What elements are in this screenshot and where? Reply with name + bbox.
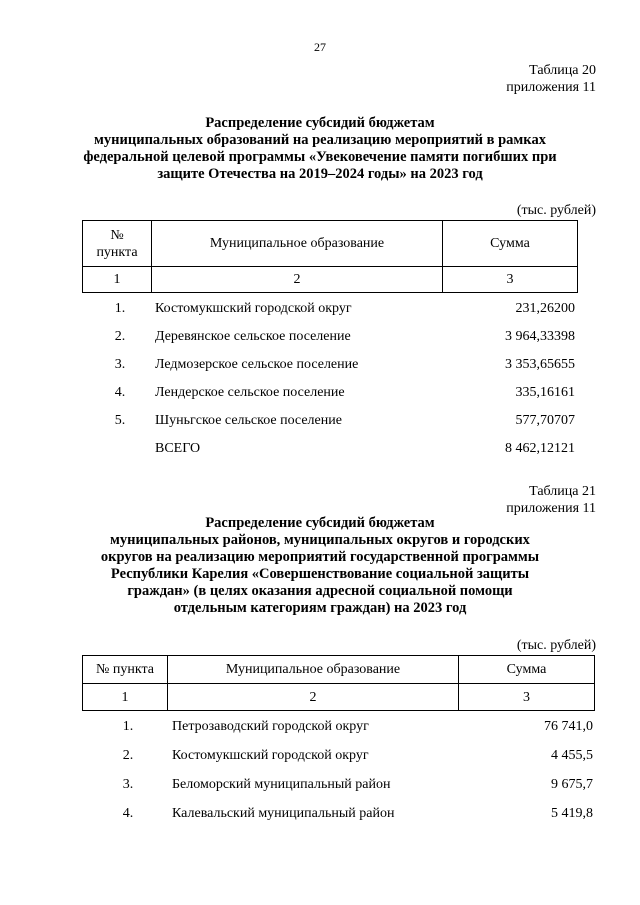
row-number: 2. [122,748,134,763]
table-total-row [0,441,640,461]
table21-title-line: граждан» (в целях оказания адресной социальной помощи [127,583,513,599]
table-row [0,357,640,377]
row-number: 4. [114,385,126,400]
table21-units: (тыс. рублей) [516,638,596,653]
row-sum: 3 353,65655 [505,357,575,372]
row-sum: 231,26200 [515,301,575,316]
table20-colindex-3: 3 [443,267,578,293]
table21-colindex-3: 3 [459,684,595,711]
table20-units: (тыс. рублей) [516,203,596,218]
table-row [0,748,640,768]
row-name: Костомукшский городской округ [155,301,352,316]
row-name: Петрозаводский городской округ [172,719,369,734]
table20-title-line: защите Отечества на 2019–2024 годы» на 2023 год [157,166,483,182]
row-sum: 4 455,5 [551,748,593,763]
row-number: 2. [114,329,126,344]
table20-label [506,62,596,96]
table20-header-name: Муниципальное образование [152,221,443,267]
row-sum: 5 419,8 [551,806,593,821]
table21-colindex-2: 2 [168,684,459,711]
row-sum: 3 964,33398 [505,329,575,344]
table21-title-line: Республики Карелия «Совершенствование социальной защиты [110,566,530,582]
table21-title-line: Распределение субсидий бюджетам [205,515,435,531]
table-row [0,806,640,826]
table20-label-number: Таблица 20 [529,63,596,78]
table21-title-line: округов на реализацию мероприятий государственной программы [100,549,540,565]
row-number: 4. [122,806,134,821]
table21-title-line: отдельным категориям граждан) на 2023 год [173,600,467,616]
row-number: 3. [122,777,134,792]
row-sum: 335,16161 [515,385,575,400]
table-row [0,413,640,433]
table-row [0,719,640,739]
row-name: Деревянское сельское поселение [155,329,351,344]
table21-label-appendix: приложения 11 [506,501,596,516]
row-name: Костомукшский городской округ [172,748,369,763]
table20-title-line: муниципальных образований на реализацию мероприятий в рамках [94,132,546,148]
row-sum: 577,70707 [515,413,575,428]
row-name: Калевальский муниципальный район [172,806,395,821]
table-row [0,301,640,321]
table20-header-num: № пункта [83,221,152,267]
row-number: 1. [114,301,126,316]
row-name: Беломорский муниципальный район [172,777,391,792]
table21-label-number: Таблица 21 [529,484,596,499]
table21-header-sum: Сумма [459,656,595,684]
table-row [0,329,640,349]
row-name: Ледмозерское сельское поселение [155,357,359,372]
table20-header-sum: Сумма [443,221,578,267]
total-label: ВСЕГО [155,441,201,456]
row-number: 5. [114,413,126,428]
table-row [0,777,640,797]
row-sum: 9 675,7 [551,777,593,792]
table20-label-appendix: приложения 11 [506,80,596,95]
table20-title-line: федеральной целевой программы «Увековечение памяти погибших при [83,149,557,165]
table20-title [80,115,560,183]
row-name: Шуньгское сельское поселение [155,413,342,428]
row-name: Лендерское сельское поселение [155,385,345,400]
total-sum: 8 462,12121 [505,441,575,456]
row-number: 3. [114,357,126,372]
table21-title-line: муниципальных районов, муниципальных округов и городских [110,532,530,548]
page-number: 27 [314,40,326,54]
table20-colindex-2: 2 [152,267,443,293]
table21-label [506,483,596,517]
table21-header-num: № пункта [83,656,168,684]
table21-header-name: Муниципальное образование [168,656,459,684]
table20-header [82,220,578,293]
table21-colindex-1: 1 [83,684,168,711]
row-number: 1. [122,719,134,734]
table21-title [80,515,560,617]
table-row [0,385,640,405]
table20-title-line: Распределение субсидий бюджетам [205,115,435,131]
row-sum: 76 741,0 [544,719,593,734]
table20-colindex-1: 1 [83,267,152,293]
table21-header [82,655,595,711]
